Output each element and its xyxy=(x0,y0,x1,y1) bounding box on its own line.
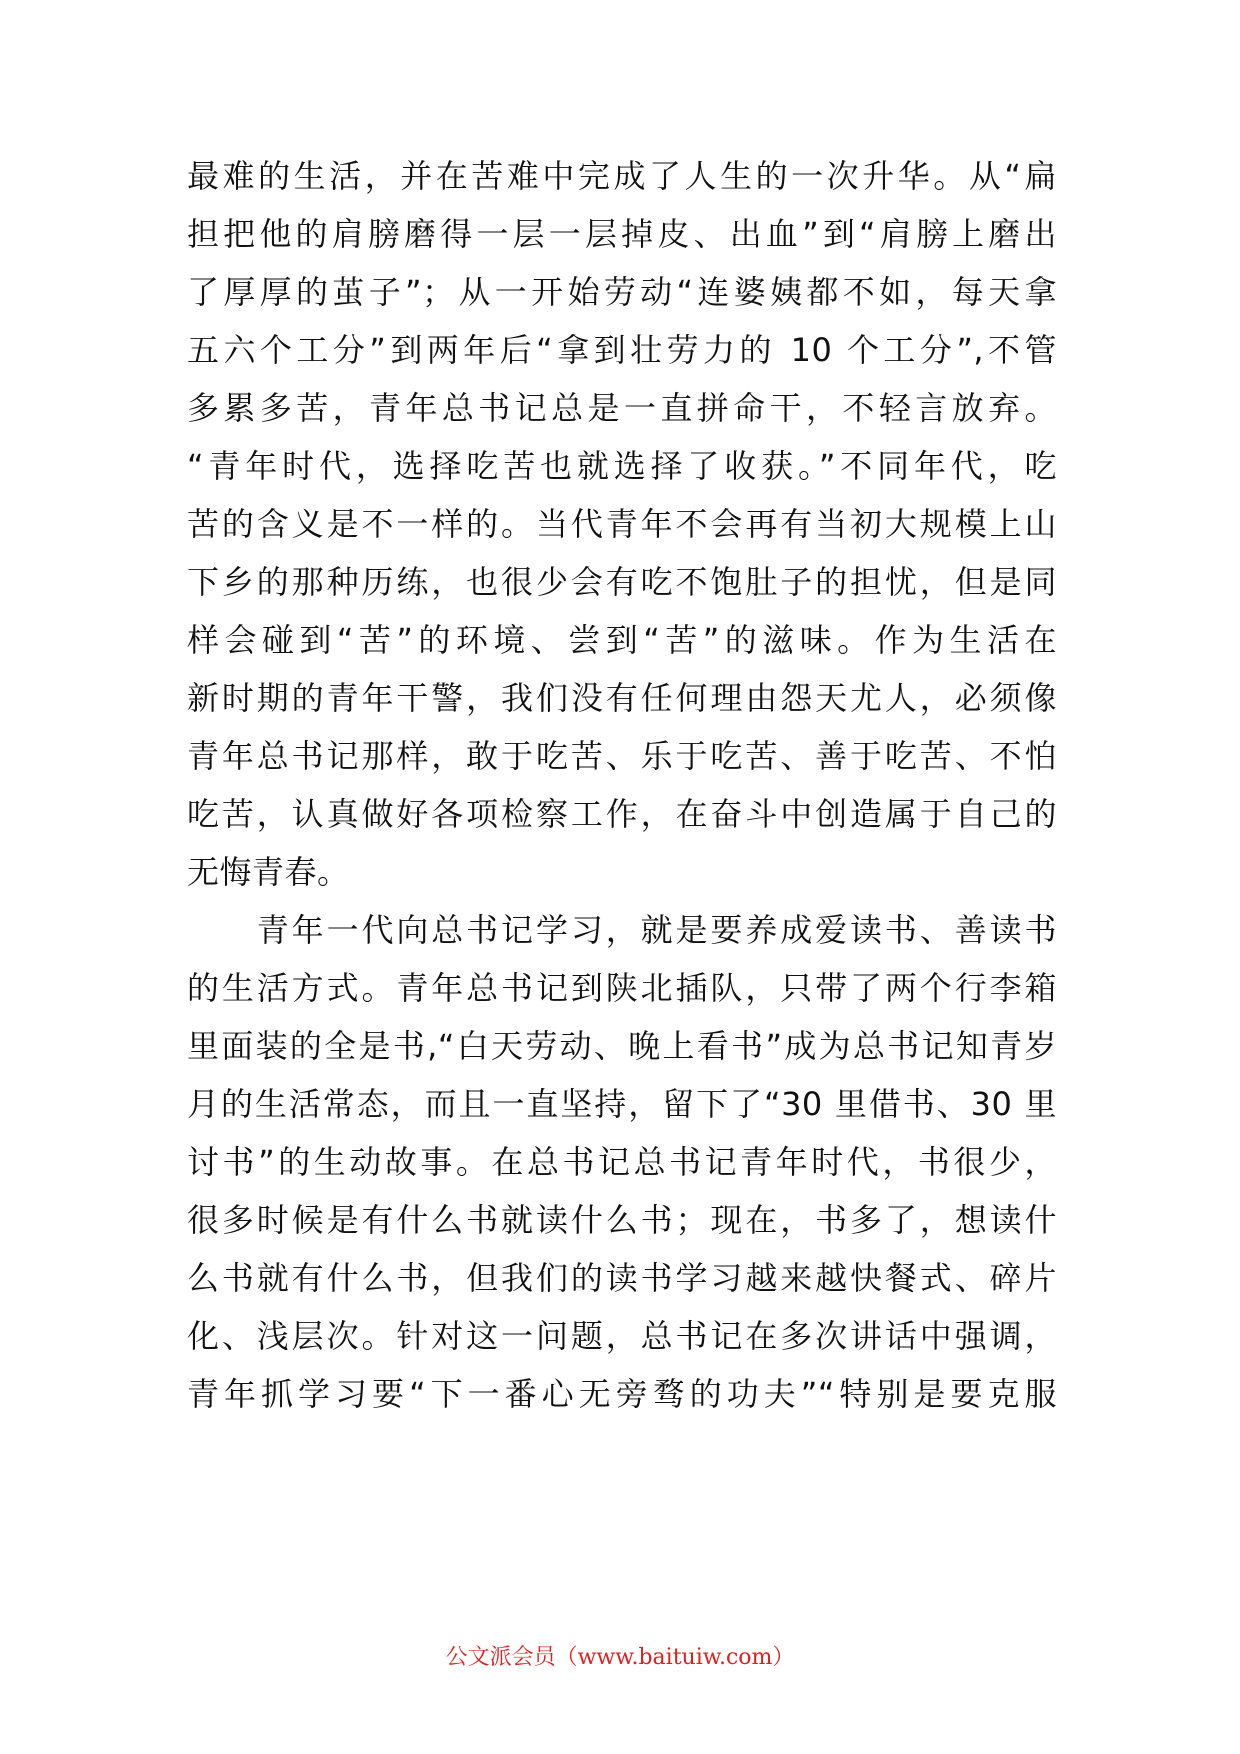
body-text-line: 无悔青春。 xyxy=(187,853,350,891)
body-text-line: “青年时代，选择吃苦也就选择了收获。”不同年代，吃 xyxy=(187,447,1057,485)
body-text-line: 了厚厚的茧子”；从一开始劳动“连婆姨都不如，每天拿 xyxy=(187,273,1057,311)
body-text-line: 担把他的肩膀磨得一层一层掉皮、出血”到“肩膀上磨出 xyxy=(187,215,1057,253)
body-text-line: 样会碰到“苦”的环境、尝到“苦”的滋味。作为生活在 xyxy=(187,621,1057,659)
body-text-line: 下乡的那种历练，也很少会有吃不饱肚子的担忧，但是同 xyxy=(187,563,1057,601)
body-text-line: 多累多苦，青年总书记总是一直拼命干，不轻言放弃。 xyxy=(187,389,1057,427)
body-text-line: 吃苦，认真做好各项检察工作，在奋斗中创造属于自己的 xyxy=(187,795,1057,833)
body-text-line: 青年总书记那样，敢于吃苦、乐于吃苦、善于吃苦、不怕 xyxy=(187,737,1057,775)
body-text-line: 新时期的青年干警，我们没有任何理由怨天尤人，必须像 xyxy=(187,679,1057,717)
body-text-line: 里面装的全是书,“白天劳动、晚上看书”成为总书记知青岁 xyxy=(187,1027,1057,1065)
body-text-line: 五六个工分”到两年后“拿到壮劳力的 10 个工分”,不管 xyxy=(187,331,1057,369)
body-text-line: 很多时候是有什么书就读什么书；现在，书多了，想读什 xyxy=(187,1201,1057,1239)
footer-watermark: 公文派会员（www.baituiw.com） xyxy=(445,1645,795,1670)
body-text-line: 化、浅层次。针对这一问题，总书记在多次讲话中强调， xyxy=(187,1317,1057,1355)
paragraph-first-line: 青年一代向总书记学习，就是要养成爱读书、善读书 xyxy=(187,911,1057,949)
body-text-line: 青年抓学习要“下一番心无旁骛的功夫”“特别是要克服 xyxy=(187,1375,1057,1413)
body-text-line: 苦的含义是不一样的。当代青年不会再有当初大规模上山 xyxy=(187,505,1057,543)
body-text-line: 月的生活常态，而且一直坚持，留下了“30 里借书、30 里 xyxy=(187,1085,1057,1123)
body-text-line: 最难的生活，并在苦难中完成了人生的一次升华。从“扁 xyxy=(187,157,1057,195)
body-text-line: 讨书”的生动故事。在总书记总书记青年时代，书很少， xyxy=(187,1143,1057,1181)
body-text-line: 的生活方式。青年总书记到陕北插队，只带了两个行李箱 xyxy=(187,969,1057,1007)
body-text-line: 么书就有什么书，但我们的读书学习越来越快餐式、碎片 xyxy=(187,1259,1057,1297)
